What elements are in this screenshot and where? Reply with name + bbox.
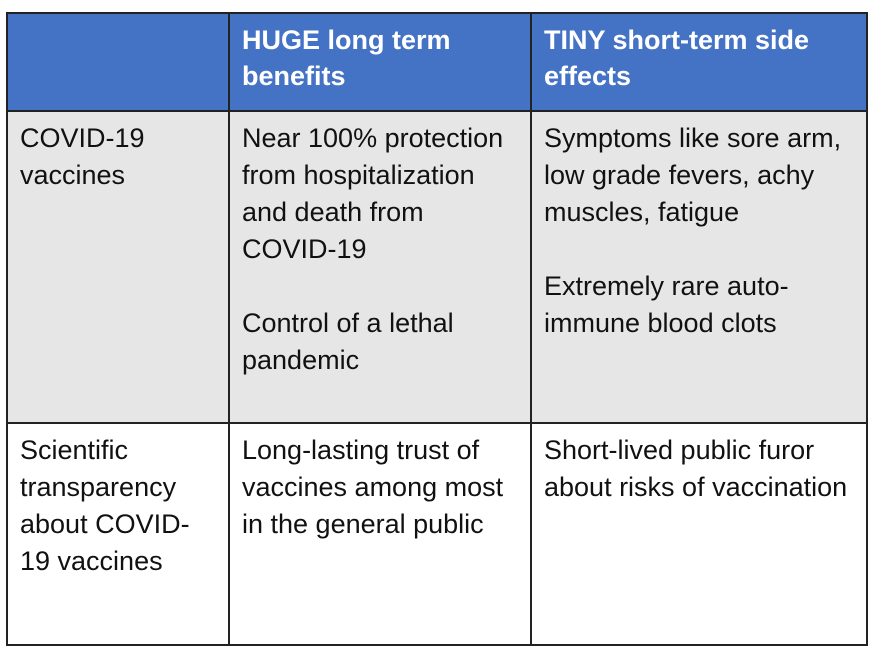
header-cell-benefits: HUGE long term benefits: [229, 13, 531, 111]
row-label-covid-vaccines: [7, 111, 229, 423]
benefits-cell: [229, 423, 531, 645]
side-effects-cell: [531, 423, 867, 645]
table-row: [7, 111, 867, 423]
row-label-scientific-transparency: [7, 423, 229, 645]
comparison-table: [6, 12, 868, 646]
side-effect-text: Symptoms like sore arm, low grade fevers, achy muscles, fatigue: [544, 123, 842, 227]
side-effect-text: Short-lived public furor about risks of vaccination: [544, 435, 848, 502]
benefits-cell: [229, 111, 531, 423]
benefit-text: Near 100% protection from hospitalization and death from COVID-19: [242, 123, 504, 264]
row-label-text: Scientific transparency about COVID-19 vaccines: [20, 435, 190, 576]
table-row: [7, 423, 867, 645]
benefit-text: Long-lasting trust of vaccines among most in the general public: [242, 435, 504, 539]
side-effects-cell: [531, 111, 867, 423]
row-label-text: COVID-19 vaccines: [20, 123, 145, 190]
comparison-table-container: [6, 12, 866, 644]
side-effect-text: Extremely rare auto-immune blood clots: [544, 271, 789, 338]
header-cell-empty: [7, 13, 229, 111]
table-header-row: [7, 13, 867, 111]
benefit-text: Control of a lethal pandemic: [242, 308, 454, 375]
header-cell-side-effects: TINY short-term side effects: [531, 13, 867, 111]
